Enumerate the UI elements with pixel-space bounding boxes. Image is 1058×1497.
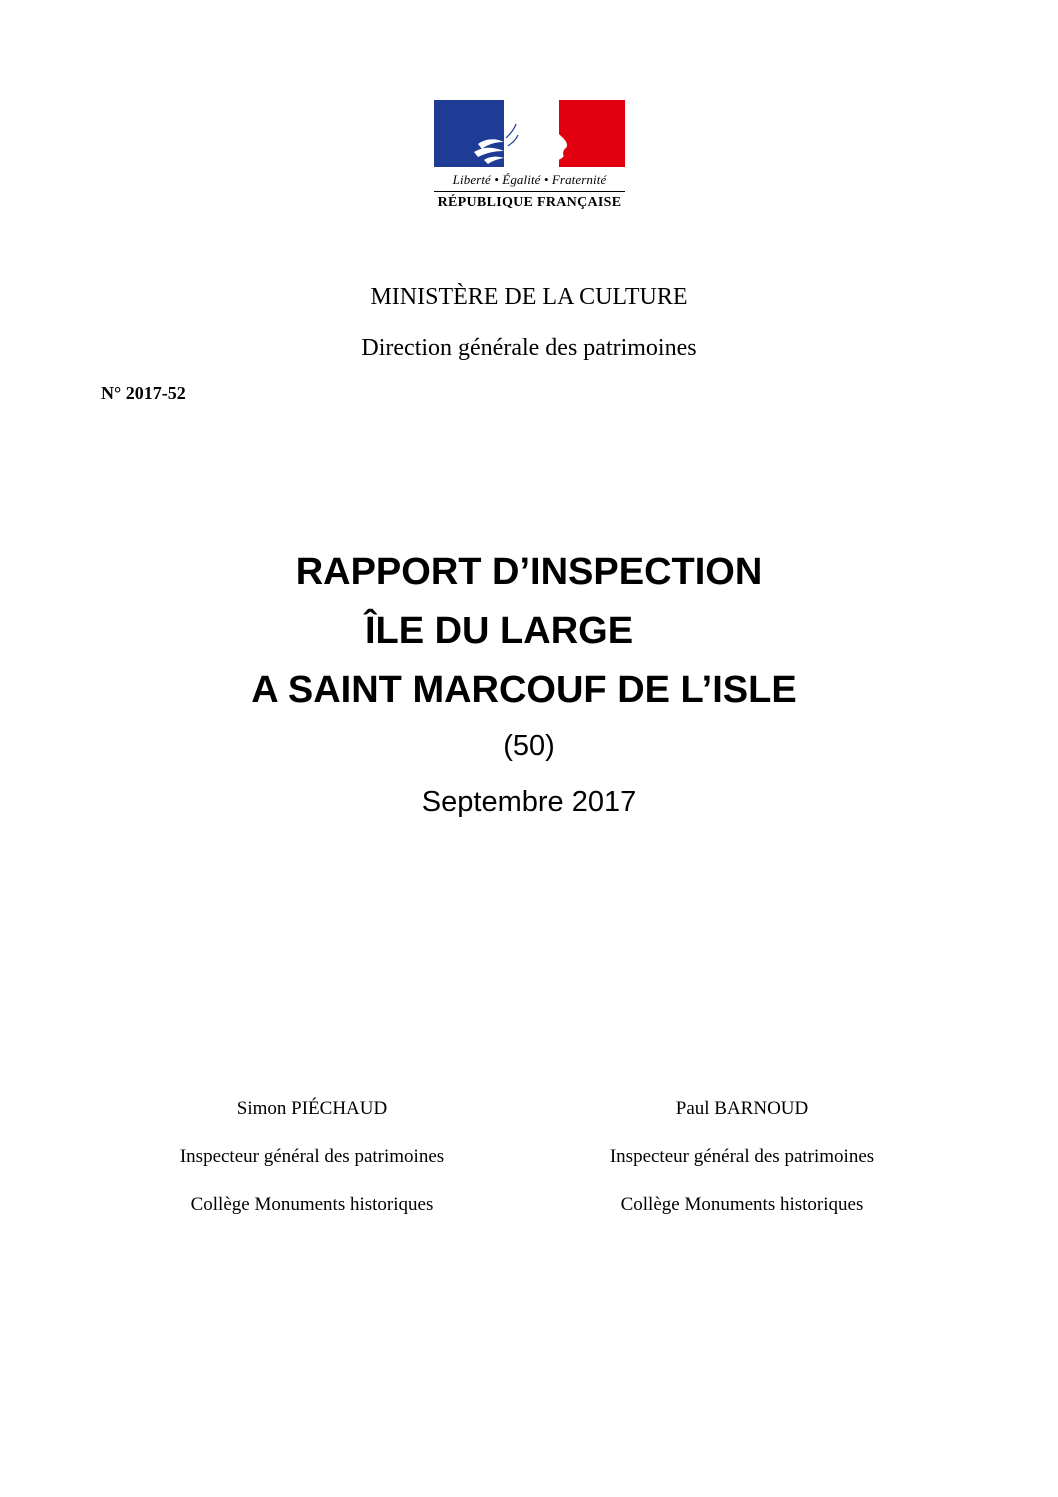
report-number: N° 2017-52 [101,383,186,403]
marianne-flag-icon [434,100,625,167]
author-college: Collège Monuments historiques [620,1194,864,1215]
author-block-2 [552,1096,932,1240]
logo-divider [434,191,625,192]
title-line-3: A SAINT MARCOUF DE L’ISLE [251,669,797,711]
author-name: Simon PIÉCHAUD [236,1098,388,1119]
author-name: Paul BARNOUD [675,1098,809,1119]
republique-francaise-label: RÉPUBLIQUE FRANÇAISE [437,195,622,210]
direction-name: Direction générale des patrimoines [361,335,697,361]
author-role: Inspecteur général des patrimoines [609,1146,875,1167]
title-line-1: RAPPORT D’INSPECTION [295,551,763,593]
republic-motto: Liberté • Égalité • Fraternité [452,172,607,187]
author-block-1 [122,1096,502,1240]
ministry-name: MINISTÈRE DE LA CULTURE [370,284,688,310]
title-line-2: ÎLE DU LARGE [364,610,634,652]
author-role: Inspecteur général des patrimoines [179,1146,445,1167]
author-college: Collège Monuments historiques [190,1194,434,1215]
republique-francaise-logo [432,100,627,215]
department-number: (50) [503,730,555,762]
report-date: Septembre 2017 [421,786,637,818]
